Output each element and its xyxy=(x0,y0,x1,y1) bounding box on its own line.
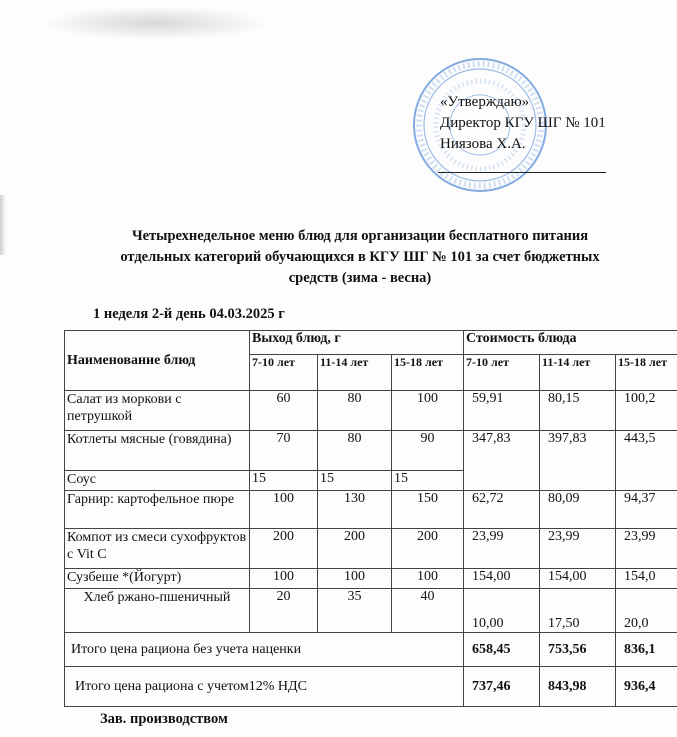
cost-cell: 23,99 xyxy=(464,529,540,569)
cost-cell: 154,0 xyxy=(616,569,677,589)
yield-cell: 130 xyxy=(318,491,392,529)
title-line-1: Четырехнедельное меню блюд для организации бесплатного питания xyxy=(131,228,589,244)
age-header: 11-14 лет xyxy=(318,355,392,391)
table-row xyxy=(65,391,677,431)
yield-cell: 200 xyxy=(318,529,392,569)
header-yield: Выход блюд, г xyxy=(250,331,464,355)
table-row xyxy=(65,529,677,569)
total-cost: 658,45 xyxy=(464,633,540,667)
menu-table xyxy=(64,330,677,707)
cost-cell: 23,99 xyxy=(616,529,677,569)
footer-signature: Зав. производством xyxy=(100,711,228,727)
table-row xyxy=(65,431,677,471)
age-header: 11-14 лет xyxy=(540,355,616,391)
cost-cell: 20,0 xyxy=(616,589,677,633)
table-row xyxy=(65,569,677,589)
week-label: 1 неделя 2-й день 04.03.2025 г xyxy=(93,306,285,322)
yield-cell: 100 xyxy=(250,569,318,589)
total-vat-label: Итого цена рациона с учетом12% НДС xyxy=(65,667,464,707)
header-cost: Стоимость блюда xyxy=(464,331,677,355)
cost-cell: 80,15 xyxy=(540,391,616,431)
approval-block xyxy=(440,92,606,155)
total-vat-cost: 843,98 xyxy=(540,667,616,707)
total-cost: 753,56 xyxy=(540,633,616,667)
approval-position: Директор КГУ ШГ № 101 xyxy=(440,115,606,131)
total-cost: 836,1 xyxy=(616,633,677,667)
table-row xyxy=(65,491,677,529)
cost-cell: 443,5 xyxy=(616,431,677,491)
yield-cell: 15 xyxy=(250,471,318,491)
scan-smudge xyxy=(40,6,270,40)
yield-cell: 80 xyxy=(318,391,392,431)
cost-cell: 347,83 xyxy=(464,431,540,491)
yield-cell: 35 xyxy=(318,589,392,633)
yield-cell: 40 xyxy=(392,589,464,633)
yield-cell: 100 xyxy=(392,391,464,431)
yield-cell: 80 xyxy=(318,431,392,471)
dish-name: Соус xyxy=(65,471,250,491)
dish-name: Салат из моркови с петрушкой xyxy=(65,391,250,431)
cost-cell: 17,50 xyxy=(540,589,616,633)
title-line-3: средств (зима - весна) xyxy=(288,270,432,286)
dish-name: Котлеты мясные (говядина) xyxy=(65,431,250,471)
yield-cell: 100 xyxy=(392,569,464,589)
yield-cell: 20 xyxy=(250,589,318,633)
age-header: 7-10 лет xyxy=(250,355,318,391)
cost-cell: 100,2 xyxy=(616,391,677,431)
cost-cell: 59,91 xyxy=(464,391,540,431)
total-vat-row xyxy=(65,667,677,707)
header-dish-name: Наименование блюд xyxy=(65,331,250,391)
dish-name: Сузбеше *(Йогурт) xyxy=(65,569,250,589)
yield-cell: 100 xyxy=(250,491,318,529)
cost-cell: 10,00 xyxy=(464,589,540,633)
total-vat-cost: 936,4 xyxy=(616,667,677,707)
table-row xyxy=(65,589,677,633)
cost-cell: 94,37 xyxy=(616,491,677,529)
yield-cell: 15 xyxy=(318,471,392,491)
yield-cell: 100 xyxy=(318,569,392,589)
cost-cell: 80,09 xyxy=(540,491,616,529)
yield-cell: 15 xyxy=(392,471,464,491)
yield-cell: 60 xyxy=(250,391,318,431)
scan-edge-mark xyxy=(0,195,6,255)
yield-cell: 200 xyxy=(392,529,464,569)
age-header: 15-18 лет xyxy=(392,355,464,391)
total-row xyxy=(65,633,677,667)
approval-name: Ниязова Х.А. xyxy=(440,136,526,152)
cost-cell: 23,99 xyxy=(540,529,616,569)
signature-line xyxy=(438,172,606,173)
cost-cell: 154,00 xyxy=(540,569,616,589)
dish-name: Хлеб ржано-пшеничный xyxy=(65,589,250,633)
cost-cell: 397,83 xyxy=(540,431,616,491)
approval-heading: «Утверждаю» xyxy=(440,94,530,110)
yield-cell: 150 xyxy=(392,491,464,529)
document-title xyxy=(80,226,640,289)
title-line-2: отдельных категорий обучающихся в КГУ ШГ № 101 за счет бюджетных xyxy=(120,249,600,265)
age-header: 15-18 лет xyxy=(616,355,677,391)
dish-name: Гарнир: картофельное пюре xyxy=(65,491,250,529)
age-header: 7-10 лет xyxy=(464,355,540,391)
total-label: Итого цена рациона без учета наценки xyxy=(65,633,464,667)
dish-name: Компот из смеси сухофруктов с Vit C xyxy=(65,529,250,569)
yield-cell: 200 xyxy=(250,529,318,569)
cost-cell: 62,72 xyxy=(464,491,540,529)
cost-cell: 154,00 xyxy=(464,569,540,589)
yield-cell: 90 xyxy=(392,431,464,471)
yield-cell: 70 xyxy=(250,431,318,471)
total-vat-cost: 737,46 xyxy=(464,667,540,707)
